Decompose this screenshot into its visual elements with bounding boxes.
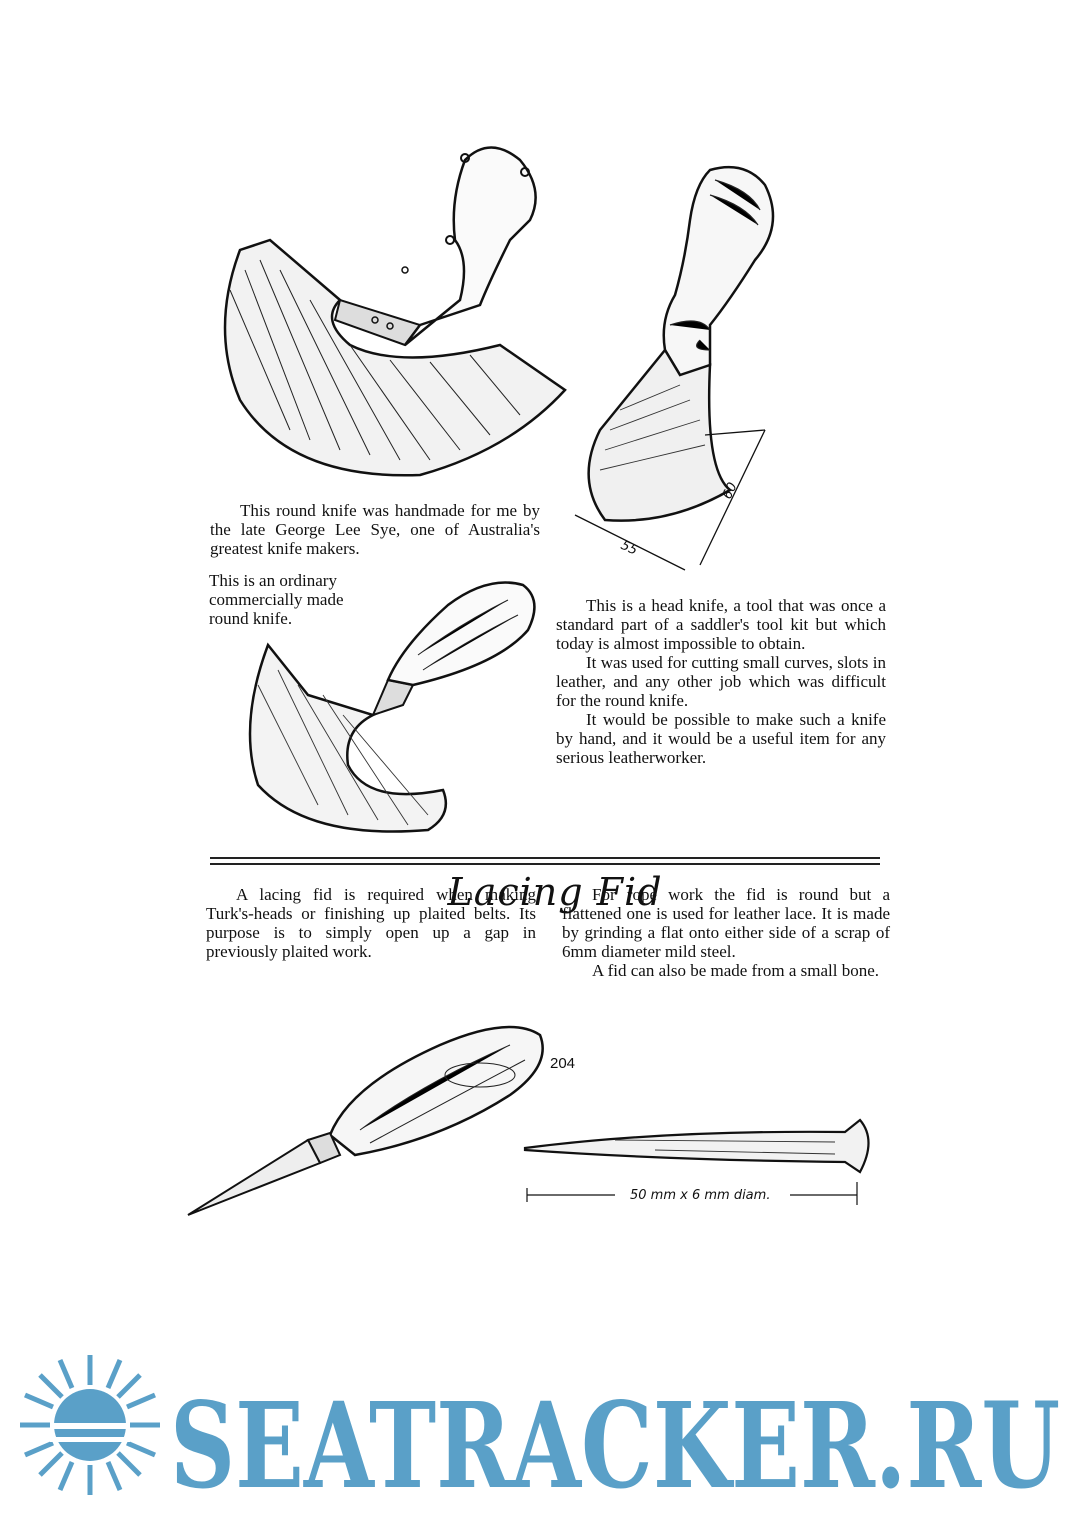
section-title: Lacing Fid [447,870,663,914]
head-knife-text [556,596,886,767]
handled-fid-illustration [180,1015,550,1225]
head-knife-paragraph-1: This is a head knife, a tool that was once a standard part of a saddler's tool kit but which today is almost impossible to obtain. [556,596,886,653]
steel-fid-illustration [515,1110,885,1210]
ordinary-knife-caption: This is an ordinary commercially made round knife. [209,571,344,628]
head-knife-paragraph-3: It would be possible to make such a knife by hand, and it would be a useful item for any serious leatherworker. [556,710,886,767]
section-divider-top [210,857,880,859]
section-divider-bottom [210,863,880,865]
head-knife-illustration [560,150,800,580]
lacing-fid-paragraph-1: For rope work the fid is round but a flattened one is used for leather lace. It is made by grinding a flat onto either side of a scrap of 6mm diameter mild steel. [562,885,890,961]
head-knife-height-label: 60 [720,480,741,502]
watermark-text: SEATRACKER.RU [170,1376,1060,1505]
handmade-round-knife-illustration [200,130,570,490]
steel-fid-dimension-label: 50 mm x 6 mm diam. [630,1188,771,1203]
lacing-fid-paragraph-2: A fid can also be made from a small bone. [592,961,880,980]
sun-icon [20,1355,160,1495]
ordinary-round-knife-illustration [228,575,548,850]
watermark-logo [20,1355,1070,1505]
head-knife-width-label: 55 [618,538,640,559]
lacing-fid-right-text [562,885,890,980]
lacing-fid-left-text: A lacing fid is required when making Turk's-heads or finishing up plaited belts. Its purpose is to simply open up a gap in previously plaited work. [206,885,536,961]
head-knife-paragraph-2: It was used for cutting small curves, slots in leather, and any other job which was difficult for the round knife. [556,653,886,710]
round-knife-caption: This round knife was handmade for me by the late George Lee Sye, one of Australia's greatest knife makers. [210,501,540,558]
page-number: 204 [550,1055,576,1072]
